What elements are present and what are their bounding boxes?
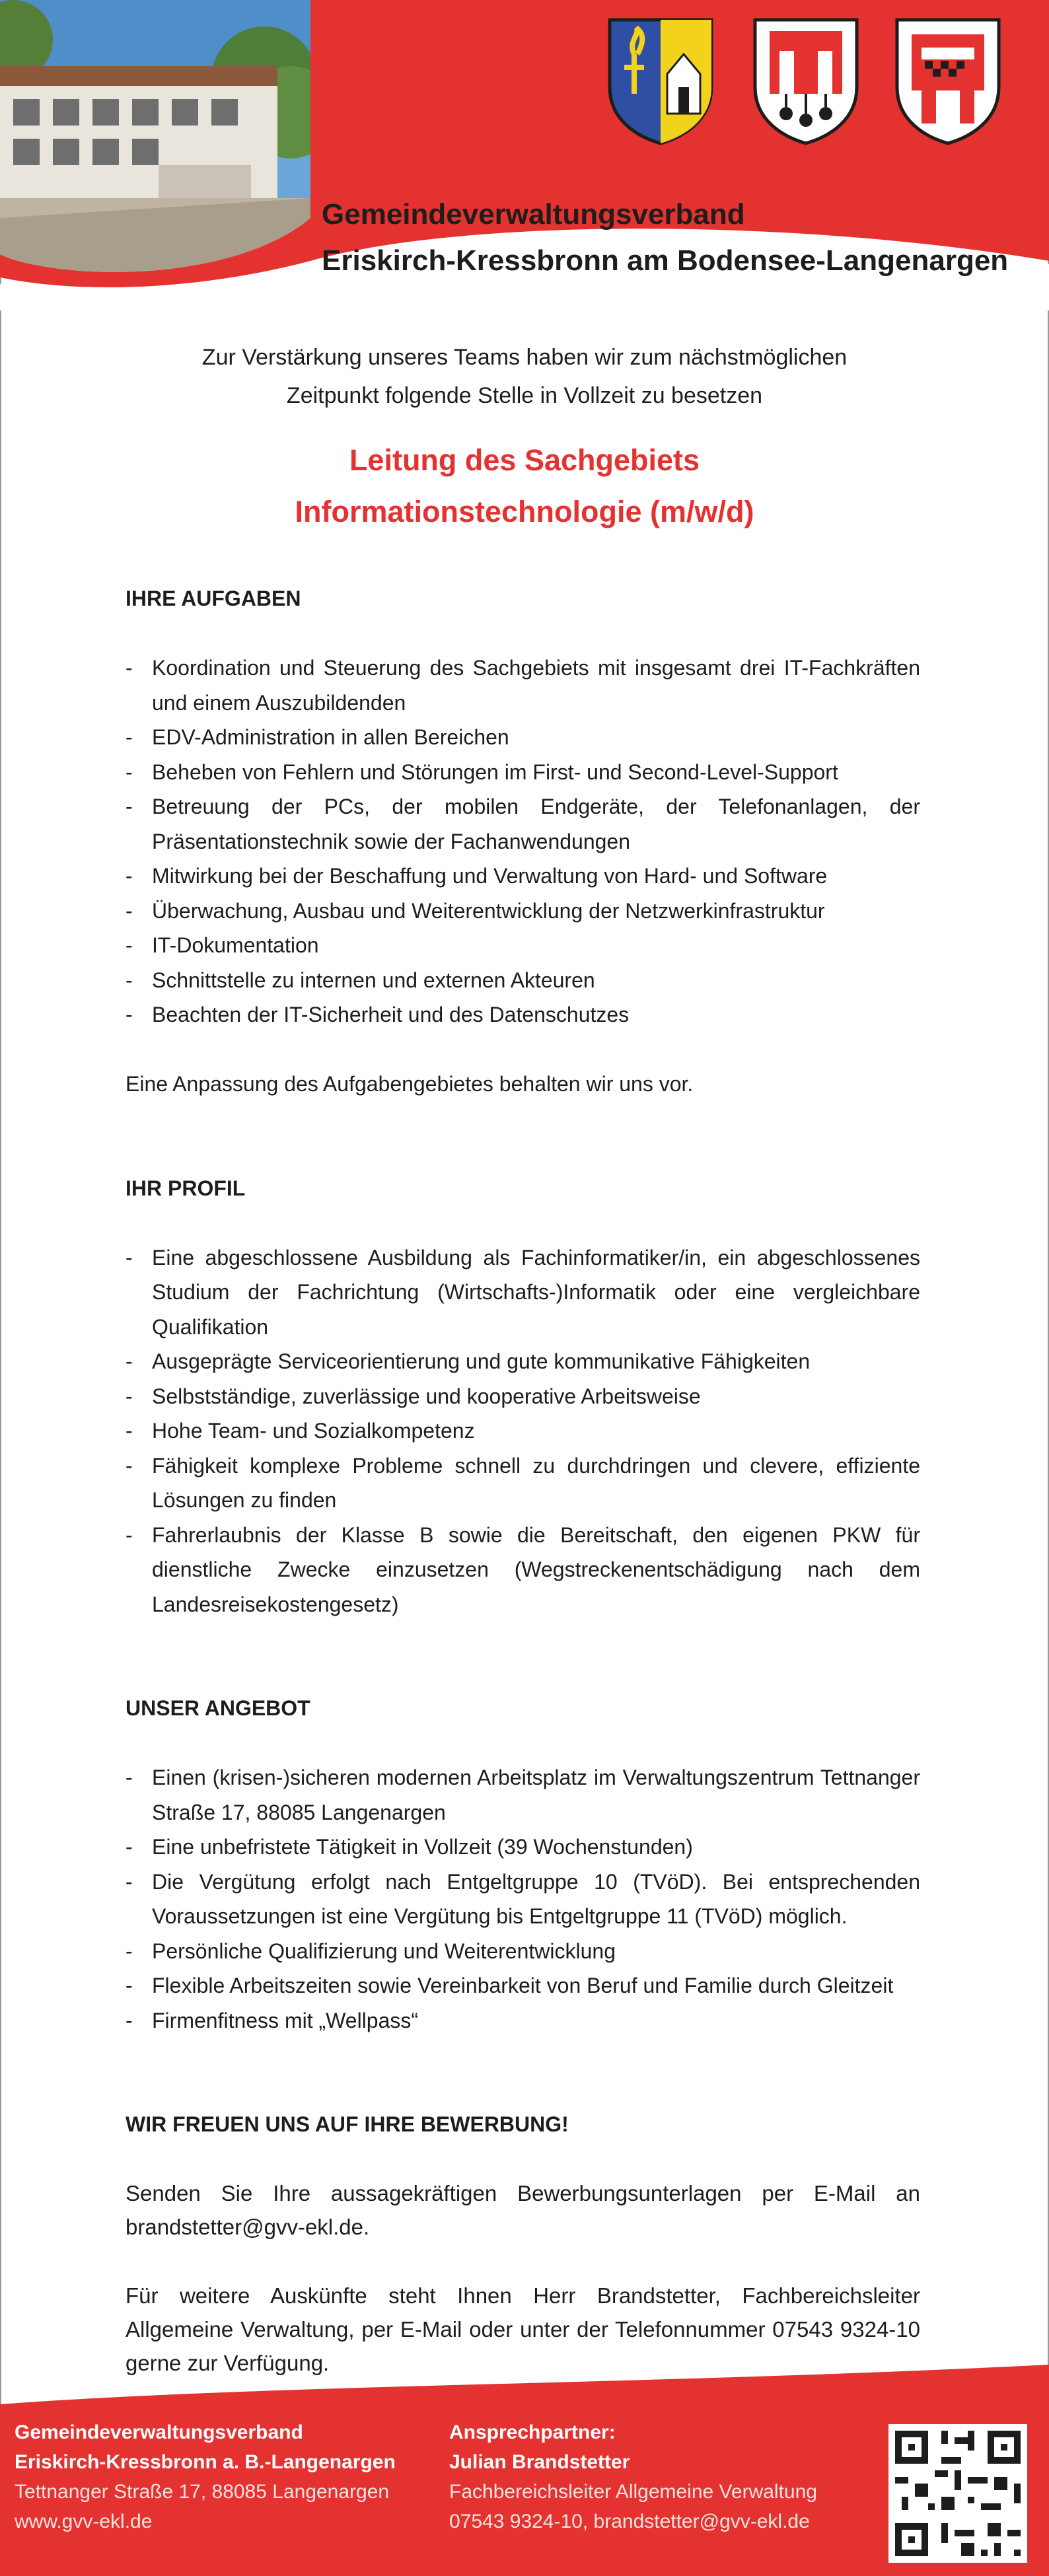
list-item: - EDV-Administration in allen Bereichen xyxy=(126,720,920,755)
intro-line-2: Zeitpunkt folgende Stelle in Vollzeit zu besetzen xyxy=(286,383,763,408)
list-item: - Selbstständige, zuverlässige und kooperative Arbeitsweise xyxy=(126,1379,920,1414)
footer-organization xyxy=(15,2417,396,2536)
job-description xyxy=(126,581,920,2380)
list-item: - Einen (krisen-)sicheren modernen Arbeitsplatz im Verwaltungszentrum Tettnanger Straße 17, 88085 Langenargen xyxy=(126,1760,920,1830)
list-item: - Hohe Team- und Sozialkompetenz xyxy=(126,1413,920,1449)
job-title xyxy=(0,435,1049,538)
aufgaben-note: Eine Anpassung des Aufgabengebietes behalten wir uns vor. xyxy=(126,1072,694,1096)
list-item: - Koordination und Steuerung des Sachgebiets mit insgesamt drei IT-Fachkräften und einem Auszubildenden xyxy=(126,651,920,720)
qr-code-graphic xyxy=(888,2424,1027,2563)
list-item: - Die Vergütung erfolgt nach Entgeltgruppe 10 (TVöD). Bei entsprechenden Voraussetzungen ist eine Vergütung bis Entgeltgruppe 11 (TVöD) möglich. xyxy=(126,1865,920,1934)
list-item: - IT-Dokumentation xyxy=(126,928,920,963)
aufgaben-heading: IHRE AUFGABEN xyxy=(126,587,301,610)
list-item: - Schnittstelle zu internen und externen Akteuren xyxy=(126,963,920,998)
footer-org-line-2: Eriskirch-Kressbronn a. B.-Langenargen xyxy=(15,2451,396,2473)
angebot-list xyxy=(126,1760,920,2038)
list-item: - Mitwirkung bei der Beschaffung und Verwaltung von Hard- und Software xyxy=(126,859,920,894)
footer-contact xyxy=(449,2417,817,2536)
organization-title xyxy=(322,192,1022,284)
bewerbung-paragraph-1: Senden Sie Ihre aussagekräftigen Bewerbungsunterlagen per E-Mail an brandstetter@gvv-ekl.de. xyxy=(126,2181,920,2239)
job-title-line-1: Leitung des Sachgebiets xyxy=(349,443,700,477)
bewerbung-paragraph-2: Für weitere Auskünfte steht Ihnen Herr Brandstetter, Fachbereichsleiter Allgemeine Verwaltung, per E-Mail oder unter der Telefonnummer 07543 9324-10 gerne zur Verfügung. xyxy=(126,2283,920,2375)
intro-text xyxy=(0,338,1049,415)
footer-contact-name: Julian Brandstetter xyxy=(449,2451,630,2473)
footer-contact-label: Ansprechpartner: xyxy=(449,2421,616,2443)
list-item: - Ausgeprägte Serviceorientierung und gute kommunikative Fähigkeiten xyxy=(126,1344,920,1379)
footer-contact-role: Fachbereichsleiter Allgemeine Verwaltung xyxy=(449,2481,817,2503)
bewerbung-heading: WIR FREUEN UNS AUF IHRE BEWERBUNG! xyxy=(126,2112,569,2136)
intro-line-1: Zur Verstärkung unseres Teams haben wir zum nächstmöglichen xyxy=(201,345,848,370)
org-line-1: Gemeindeverwaltungsverband xyxy=(322,198,745,231)
list-item: - Fähigkeit komplexe Probleme schnell zu durchdringen und clevere, effiziente Lösungen zu finden xyxy=(126,1449,920,1518)
org-line-2: Eriskirch-Kressbronn am Bodensee-Langenargen xyxy=(322,244,1009,277)
profil-list xyxy=(126,1240,920,1622)
list-item: - Fahrerlaubnis der Klasse B sowie die Bereitschaft, den eigenen PKW für dienstliche Zwecke einzusetzen (Wegstreckenentschädigung nach dem Landesreisekostengesetz) xyxy=(126,1518,920,1622)
list-item: - Überwachung, Ausbau und Weiterentwicklung der Netzwerkinfrastruktur xyxy=(126,894,920,929)
aufgaben-list xyxy=(126,651,920,1032)
profil-heading: IHR PROFIL xyxy=(126,1176,246,1200)
list-item: - Flexible Arbeitszeiten sowie Vereinbarkeit von Beruf und Familie durch Gleitzeit xyxy=(126,1968,920,2003)
list-item: - Betreuung der PCs, der mobilen Endgeräte, der Telefonanlagen, der Präsentationstechnik sowie der Fachanwendungen xyxy=(126,789,920,859)
list-item: - Persönliche Qualifizierung und Weiterentwicklung xyxy=(126,1934,920,1969)
footer-org-line-1: Gemeindeverwaltungsverband xyxy=(15,2421,303,2443)
job-title-line-2: Informationstechnologie (m/w/d) xyxy=(295,495,754,528)
footer-contact-details[interactable]: 07543 9324-10, brandstetter@gvv-ekl.de xyxy=(449,2511,810,2532)
list-item: - Eine abgeschlossene Ausbildung als Fachinformatiker/in, ein abgeschlossenes Studium der Fachrichtung (Wirtschafts-)Informatik oder eine vergleichbare Qualifikation xyxy=(126,1240,920,1345)
footer-website-link[interactable]: www.gvv-ekl.de xyxy=(15,2511,153,2532)
list-item: - Beachten der IT-Sicherheit und des Datenschutzes xyxy=(126,997,920,1032)
footer-address: Tettnanger Straße 17, 88085 Langenargen xyxy=(15,2481,390,2503)
angebot-heading: UNSER ANGEBOT xyxy=(126,1696,310,1720)
town-hall-photo xyxy=(0,0,310,277)
list-item: - Beheben von Fehlern und Störungen im First- und Second-Level-Support xyxy=(126,755,920,790)
qr-code-icon[interactable] xyxy=(888,2424,1027,2563)
list-item: - Eine unbefristete Tätigkeit in Vollzeit (39 Wochenstunden) xyxy=(126,1830,920,1865)
list-item: - Firmenfitness mit „Wellpass“ xyxy=(126,2003,920,2038)
langenargen-crest-icon xyxy=(892,15,1004,147)
eriskirch-crest-icon xyxy=(604,15,717,147)
kressbronn-crest-icon xyxy=(750,15,862,147)
